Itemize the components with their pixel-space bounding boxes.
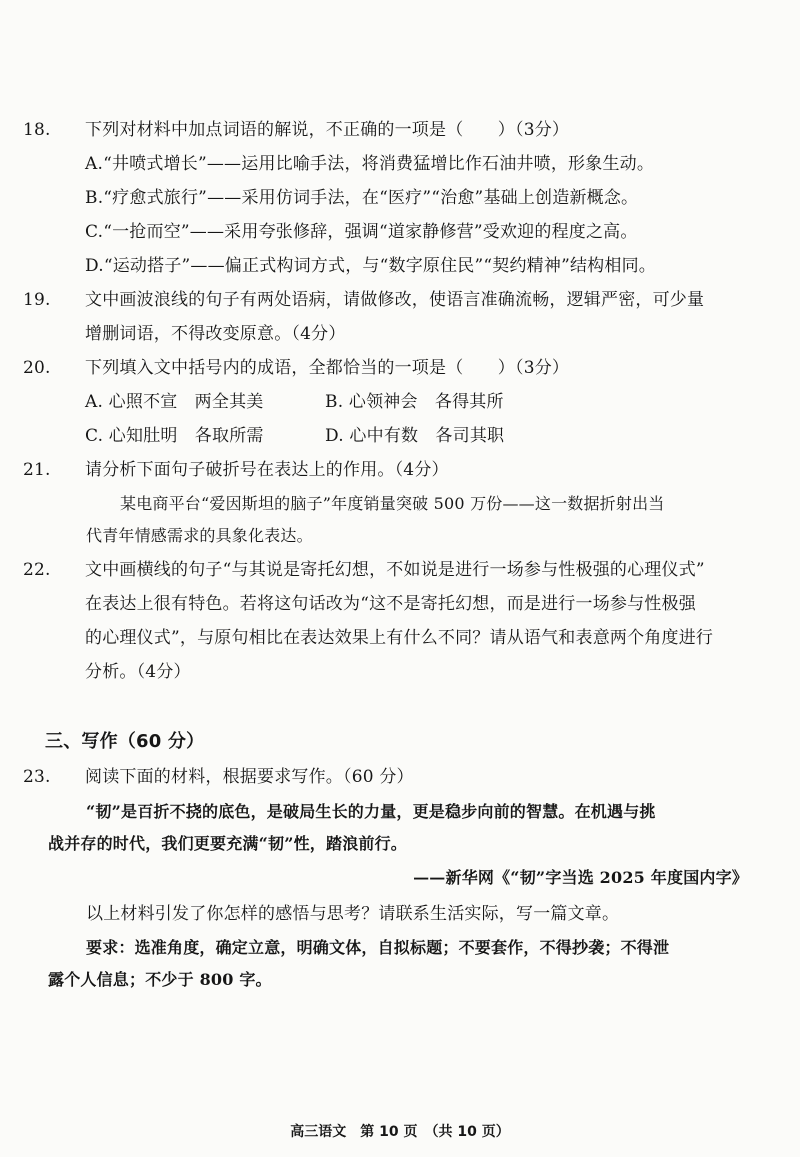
q19-text-2: 增删词语，不得改变原意。（4分） (85, 324, 346, 344)
q22-line-1 (23, 558, 705, 582)
q21-stem-line (23, 458, 449, 482)
q20-option-d: D. 心中有数 各司其职 (325, 426, 505, 446)
q18-option-a: A.“井喷式增长”——运用比喻手法，将消费猛增比作石油井喷，形象生动。 (85, 154, 655, 174)
q18-option-b: B.“疗愈式旅行”——采用仿词手法，在“医疗”“治愈”基础上创造新概念。 (85, 188, 639, 208)
q20-option-c: C. 心知肚明 各取所需 (85, 426, 264, 446)
q22-text-2: 在表达上很有特色。若将这句话改为“这不是寄托幻想，而是进行一场参与性极强 (85, 594, 696, 614)
page-footer: 高三语文 第 10 页 （共 10 页） (290, 1124, 510, 1140)
q22-number: 22. (23, 560, 51, 580)
q23-material-source: ——新华网《“韧”字当选 2025 年度国内字》 (413, 868, 748, 887)
q20-option-b: B. 心领神会 各得其所 (325, 392, 504, 412)
q22-text-1: 文中画横线的句子“与其说是寄托幻想，不如说是进行一场参与性极强的心理仪式” (85, 560, 705, 580)
q20-stem-line (23, 356, 569, 380)
q23-prompt: 以上材料引发了你怎样的感悟与思考？请联系生活实际，写一篇文章。 (86, 904, 620, 924)
q22-text-3: 的心理仪式”，与原句相比在表达效果上有什么不同？请从语气和表意两个角度进行 (85, 628, 714, 648)
q23-material-1: “韧”是百折不挠的底色，是破局生长的力量，更是稳步向前的智慧。在机遇与挑 (86, 802, 656, 821)
q18-stem: 下列对材料中加点词语的解说，不正确的一项是（ ）（3分） (85, 120, 570, 140)
q20-option-a: A. 心照不宣 两全其美 (85, 392, 264, 412)
q20-stem: 下列填入文中括号内的成语，全都恰当的一项是（ ）（3分） (85, 358, 570, 378)
section-3-heading: 三、写作（60 分） (45, 731, 205, 752)
q19-number: 19. (23, 290, 51, 310)
q21-number: 21. (23, 460, 51, 480)
q23-stem: 阅读下面的材料，根据要求写作。（60 分） (85, 767, 414, 787)
q18-stem-line (23, 118, 569, 142)
q20-number: 20. (23, 358, 51, 378)
q18-number: 18. (23, 120, 51, 140)
q22-text-4: 分析。（4分） (85, 662, 191, 682)
q19-text-1: 文中画波浪线的句子有两处语病，请做修改，使语言准确流畅，逻辑严密，可少量 (85, 290, 705, 310)
q18-option-c: C.“一抢而空”——采用夸张修辞，强调“道家静修营”受欢迎的程度之高。 (85, 222, 638, 242)
q21-quote-1: 某电商平台“爱因斯坦的脑子”年度销量突破 500 万份——这一数据折射出当 (120, 494, 665, 513)
q23-number: 23. (23, 767, 51, 787)
q21-quote-2: 代青年情感需求的具象化表达。 (86, 526, 313, 545)
q21-stem: 请分析下面句子破折号在表达上的作用。（4分） (85, 460, 449, 480)
q18-option-d: D.“运动搭子”——偏正式构词方式，与“数字原住民”“契约精神”结构相同。 (85, 256, 656, 276)
q23-requirements-1: 要求：选准角度，确定立意，明确文体，自拟标题；不要套作，不得抄袭；不得泄 (86, 938, 670, 957)
q19-line-1 (23, 288, 704, 312)
q23-requirements-2: 露个人信息；不少于 800 字。 (48, 970, 272, 989)
q23-material-2: 战并存的时代，我们更要充满“韧”性，踏浪前行。 (48, 834, 408, 853)
q23-stem-line (23, 765, 414, 789)
